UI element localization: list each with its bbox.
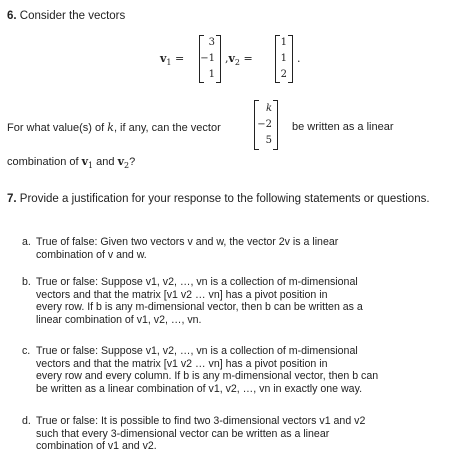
question-7-heading	[7, 192, 447, 206]
v1-subscript: 1	[166, 58, 172, 68]
vector-v1	[199, 35, 221, 83]
question-6-number: 6.	[7, 10, 17, 22]
item-c-line-2: vectors and that the matrix [v1 v2 … vn] has a pivot position in	[36, 357, 328, 370]
question-6-text-d: combination of	[7, 156, 79, 168]
vec-k-entry-1: k	[265, 103, 272, 114]
question-6-text-end: ?	[129, 156, 136, 168]
item-a-letter: a.	[22, 236, 31, 248]
item-c-line-3: every row and every column. If b is any m-dimensional vector, then b can	[36, 370, 379, 383]
item-b-line-1: True or false: Suppose v1, v2, …, vn is a collection of m-dimensional	[36, 276, 358, 288]
question-7-number: 7.	[7, 193, 17, 205]
item-b-line-4: linear combination of v1, v2, …, vn.	[36, 313, 202, 326]
item-c-line-4: be written as a linear combination of v1, v2, …, vn in exactly one way.	[36, 382, 363, 395]
item-b-letter: b.	[22, 276, 31, 288]
item-b-text	[36, 276, 454, 326]
v2-subscript: 2	[234, 58, 240, 68]
question-6-text	[7, 121, 221, 134]
v1-label: $v_1$ =	[160, 52, 185, 68]
question-6-intro: Consider the vectors	[19, 10, 126, 22]
item-a-line-2: combination of v and w.	[36, 248, 147, 261]
question-6-text-c: be written as a linear	[292, 121, 394, 133]
v2-entry-1: 1	[280, 37, 287, 48]
vector-v2	[275, 35, 293, 83]
item-c-letter: c.	[22, 345, 31, 357]
question-6-text-b: , if any, can the vector	[113, 122, 221, 134]
v1-entry-2: −1	[200, 53, 215, 64]
question-6-text-line2: combination of $v_1$ and $v_2$?	[7, 155, 136, 171]
v2-label: $,v_2$ =	[225, 52, 253, 68]
item-b-line-3: every row. If b is any m-dimensional vector, then b can be written as a	[36, 301, 363, 314]
item-d-line-1: True or false: It is possible to find two 3-dimensional vectors v1 and v2	[36, 415, 366, 427]
question-7-intro: Provide a justification for your response to the following statements or questions.	[19, 193, 430, 205]
period: .	[297, 52, 301, 65]
vec-k-entry-2: −2	[257, 119, 272, 130]
vec-k-entry-3: 5	[265, 135, 272, 146]
item-a-line-1: True of false: Given two vectors v and w, the vector 2v is a linear	[36, 236, 339, 248]
v1-entry-1: 3	[208, 37, 215, 48]
v1-entry-3: 1	[208, 69, 215, 80]
v2-entry-2: 1	[280, 53, 287, 64]
v2-symbol: v	[228, 52, 235, 65]
item-d-line-2: such that every 3-dimensional vector can be written as a linear	[36, 427, 330, 440]
item-a-text	[36, 236, 454, 261]
item-c-text	[36, 345, 454, 395]
item-d-text	[36, 415, 454, 453]
question-6-heading	[7, 10, 125, 22]
v1-symbol: v	[160, 52, 167, 65]
question-6-text-e: and	[96, 156, 115, 168]
item-b-line-2: vectors and that the matrix [v1 v2 … vn] has a pivot position in	[36, 288, 328, 301]
question-6-text-a: For what value(s) of	[7, 122, 105, 134]
item-d-letter: d.	[22, 415, 31, 427]
item-c-line-1: True or false: Suppose v1, v2, …, vn is a collection of m-dimensional	[36, 345, 358, 357]
v2-entry-3: 2	[280, 69, 287, 80]
k-variable: k	[107, 121, 114, 134]
item-d-line-3: combination of v1 and v2.	[36, 440, 157, 453]
vector-k	[254, 100, 278, 150]
